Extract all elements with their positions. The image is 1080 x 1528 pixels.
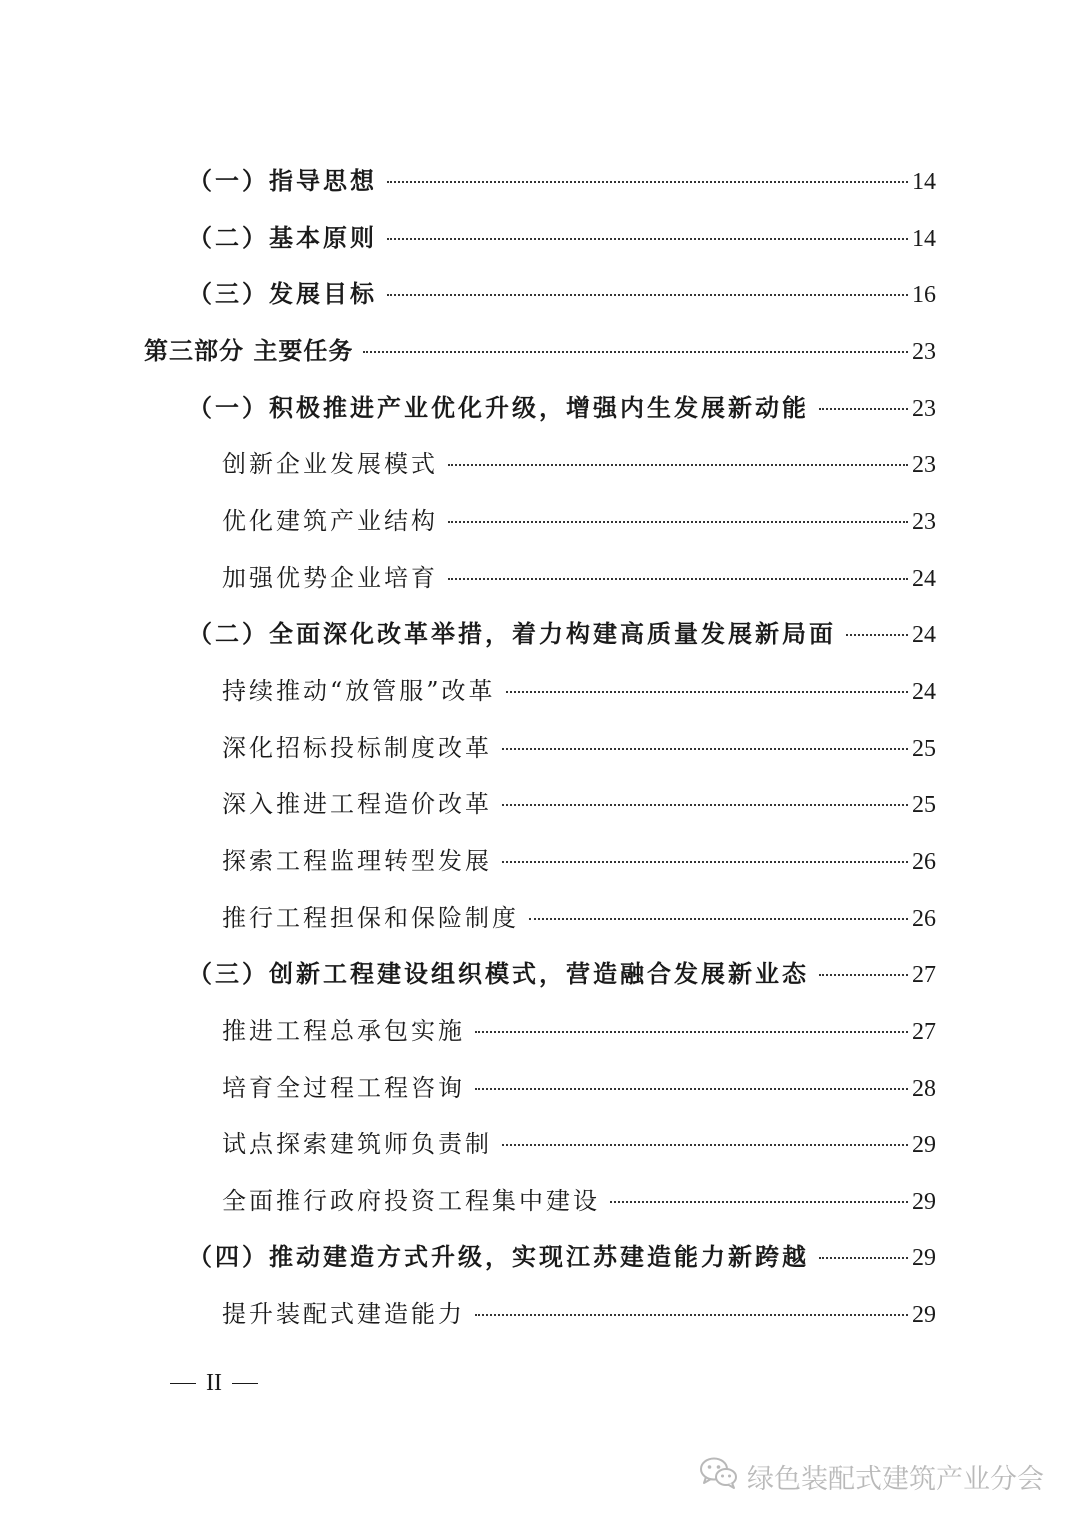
footer-dash-right: [232, 1383, 258, 1384]
toc-entry-title: （三）发展目标: [188, 279, 377, 308]
toc-entry: [0, 671, 1080, 711]
watermark-text: 绿色装配式建筑产业分会: [747, 1464, 1044, 1495]
toc-leader: [448, 578, 908, 580]
toc-entry-title: 加强优势企业培育: [222, 564, 438, 592]
toc-entry: [0, 841, 1080, 881]
toc-entry-title: 推进工程总承包实施: [222, 1017, 465, 1045]
toc-entry-title: 推行工程担保和保险制度: [222, 904, 519, 932]
toc-leader: [502, 861, 908, 863]
toc-entry-title: 优化建筑产业结构: [222, 507, 438, 535]
toc-entry: [0, 444, 1080, 484]
toc-leader: [502, 804, 908, 806]
toc-leader: [529, 918, 908, 920]
toc-entry: [0, 1294, 1080, 1334]
wechat-icon: [699, 1456, 747, 1497]
toc-entry: [0, 1237, 1080, 1277]
toc-entry: [0, 501, 1080, 541]
toc-entry-page: 24: [912, 679, 936, 705]
toc-entry-page: 28: [912, 1076, 936, 1102]
toc-entry-title: （一）指导思想: [188, 166, 377, 195]
toc-entry: [0, 784, 1080, 824]
toc-entry-title: 提升装配式建造能力: [222, 1300, 465, 1328]
toc-entry-page: 26: [912, 906, 936, 932]
toc-entry-page: 29: [912, 1302, 936, 1328]
toc-entry: [0, 274, 1080, 314]
toc-leader: [448, 521, 908, 523]
footer-dash-left: [170, 1383, 196, 1384]
toc-entry-part: [0, 331, 1080, 371]
toc-entry: [0, 1181, 1080, 1221]
toc-leader: [475, 1314, 908, 1316]
toc-entry-page: 25: [912, 736, 936, 762]
toc-leader: [610, 1201, 908, 1203]
toc-leader: [506, 691, 908, 693]
toc-entry-page: 29: [912, 1245, 936, 1271]
toc-entry-page: 27: [912, 962, 936, 988]
toc-entry-page: 24: [912, 622, 936, 648]
toc-leader: [502, 1144, 908, 1146]
toc-entry-page: 29: [912, 1189, 936, 1215]
toc-entry-page: 14: [912, 169, 936, 195]
toc-entry-page: 23: [912, 509, 936, 535]
toc-entry-page: 26: [912, 849, 936, 875]
toc-entry-page: 23: [912, 339, 936, 365]
toc-entry-page: 16: [912, 282, 936, 308]
toc-entry-title: 深入推进工程造价改革: [222, 790, 492, 818]
toc-entry-title: 创新企业发展模式: [222, 450, 438, 478]
toc-leader: [846, 634, 908, 636]
toc-entry-page: 14: [912, 226, 936, 252]
toc-entry-page: 23: [912, 396, 936, 422]
toc-entry: [0, 218, 1080, 258]
toc-entry: [0, 898, 1080, 938]
toc-leader: [819, 408, 908, 410]
page-number: II: [206, 1370, 222, 1396]
toc-entry-title: （四）推动建造方式升级，实现江苏建造能力新跨越: [188, 1242, 809, 1271]
toc-entry-title: 探索工程监理转型发展: [222, 847, 492, 875]
toc-entry-title: 深化招标投标制度改革: [222, 734, 492, 762]
toc-leader: [363, 351, 908, 353]
toc-leader: [475, 1031, 908, 1033]
toc-entry: [0, 1068, 1080, 1108]
toc-leader: [387, 238, 908, 240]
toc-entry-title: 培育全过程工程咨询: [222, 1074, 465, 1102]
toc-entry: [0, 558, 1080, 598]
toc-entry-title: （二）全面深化改革举措，着力构建高质量发展新局面: [188, 619, 836, 648]
toc-entry-page: 24: [912, 566, 936, 592]
page-footer: [170, 1370, 258, 1397]
toc-leader: [819, 974, 908, 976]
toc-entry: [0, 728, 1080, 768]
toc-leader: [819, 1257, 908, 1259]
watermark: [699, 1456, 1044, 1497]
toc-entry: [0, 1124, 1080, 1164]
toc-leader: [448, 464, 908, 466]
toc-entry: [0, 388, 1080, 428]
toc-entry: [0, 161, 1080, 201]
toc-entry-page: 25: [912, 792, 936, 818]
toc-entry-title: （三）创新工程建设组织模式，营造融合发展新业态: [188, 959, 809, 988]
toc-entry-page: 29: [912, 1132, 936, 1158]
toc-leader: [387, 294, 908, 296]
toc-entry: [0, 954, 1080, 994]
toc-leader: [475, 1088, 908, 1090]
toc-entry-title: 全面推行政府投资工程集中建设: [222, 1187, 600, 1215]
toc-entry-page: 23: [912, 452, 936, 478]
toc-leader: [387, 181, 908, 183]
toc-leader: [502, 748, 908, 750]
toc-entry-page: 27: [912, 1019, 936, 1045]
toc-entry: [0, 614, 1080, 654]
toc-entry-title: 第三部分 主要任务: [144, 337, 354, 365]
toc-entry-title: （二）基本原则: [188, 223, 377, 252]
toc-entry-title: 持续推动“放管服”改革: [222, 677, 496, 705]
toc-entry-title: （一）积极推进产业优化升级，增强内生发展新动能: [188, 393, 809, 422]
toc-entry-title: 试点探索建筑师负责制: [222, 1130, 492, 1158]
toc-entry: [0, 1011, 1080, 1051]
